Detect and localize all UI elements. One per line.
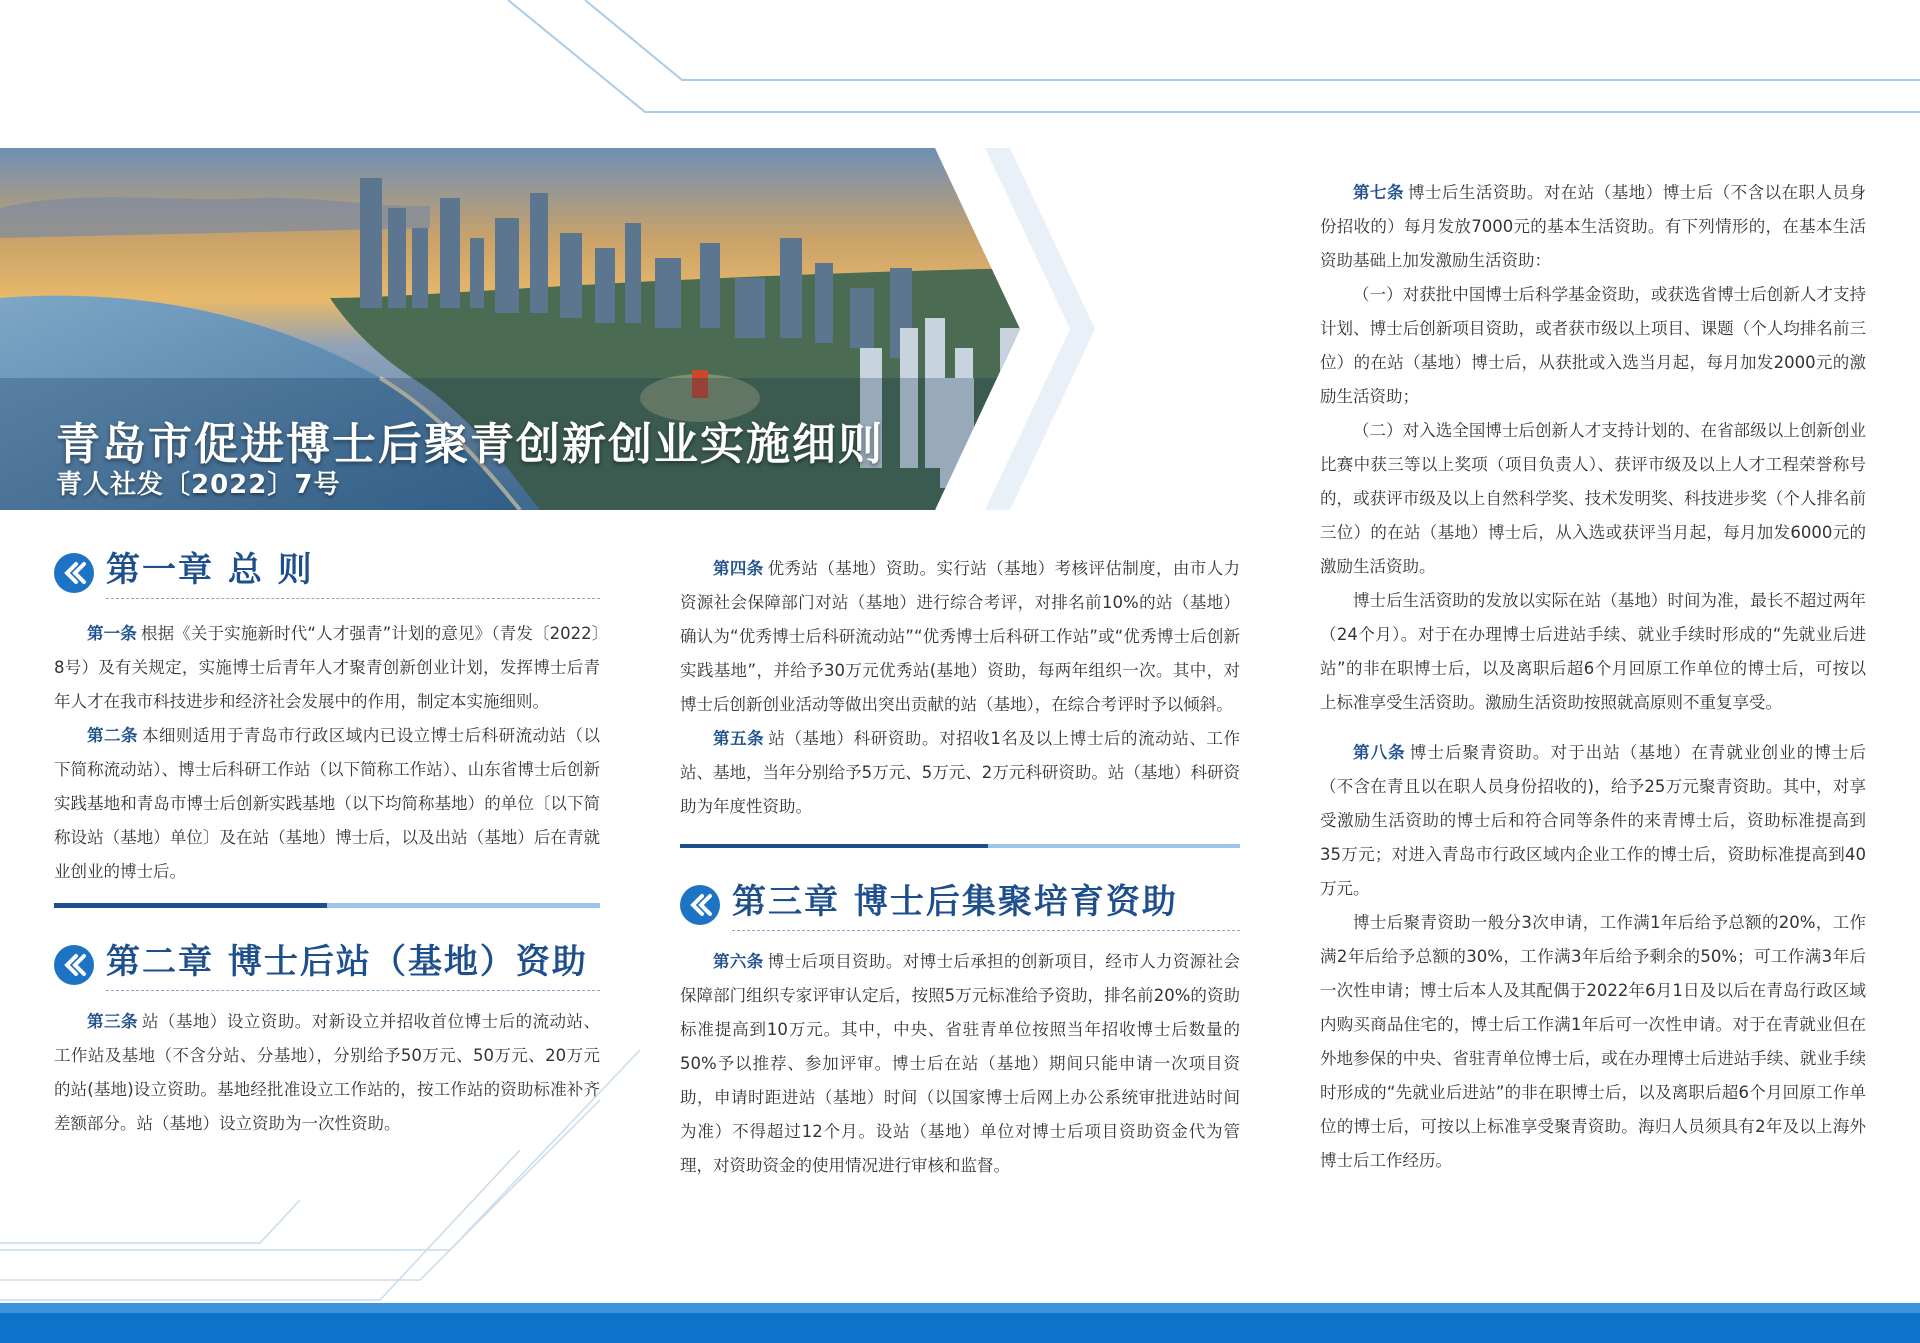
article-5: [680, 722, 1240, 824]
article-text: 站（基地）科研资助。对招收1名及以上博士后的流动站、工作站、基地，当年分别给予5万元、5万元、2万元科研资助。站（基地）科研资助为年度性资助。: [680, 729, 1240, 816]
footer-bar: [0, 1313, 1920, 1343]
article-7-item-1: （一）对获批中国博士后科学基金资助，或获选省博士后创新人才支持计划、博士后创新项目资助，或者获市级以上项目、课题（个人均排名前三位）的在站（基地）博士后，从获批或入选当月起，每月加发2000元的激励生活资助；: [1320, 285, 1866, 406]
article-2: [54, 719, 600, 889]
article-text: 根据《关于实施新时代“人才强青”计划的意见》（青发〔2022〕8号）及有关规定，实施博士后青年人才聚青创新创业计划，发挥博士后青年人才在我市科技进步和经济社会发展中的作用，制定本实施细则。: [54, 624, 601, 711]
column-middle: [680, 552, 1240, 1183]
chapter-title: 第二章 博士后站（基地）资助: [106, 938, 600, 991]
chapter-title: 第三章 博士后集聚培育资助: [732, 878, 1240, 931]
article-1: [54, 617, 600, 719]
article-label: 第七条: [1353, 183, 1404, 202]
article-label: 第一条: [87, 624, 137, 643]
article-label: 第三条: [87, 1012, 138, 1031]
article-label: 第八条: [1353, 743, 1406, 762]
article-7: [1320, 176, 1866, 278]
chapter-heading-2: [54, 938, 600, 991]
article-4: [680, 552, 1240, 722]
article-text: 优秀站（基地）资助。实行站（基地）考核评估制度，由市人力资源社会保障部门对站（基地）进行综合考评，对排名前10%的站（基地）确认为“优秀博士后科研流动站”“优秀博士后科研工作站”或“优秀博士后创新实践基地”，并给予30万元优秀站(基地）资助，每两年组织一次。其中，对博士后创新创业活动等做出突出贡献的站（基地），在综合考评时予以倾斜。: [680, 559, 1241, 714]
chapter-title: 第一章 总 则: [106, 546, 600, 599]
article-8: [1320, 736, 1866, 906]
chapter-heading-1: [54, 546, 600, 599]
document-number: 青人社发〔2022〕7号: [56, 470, 341, 500]
document-title: 青岛市促进博士后聚青创新创业实施细则: [56, 419, 884, 470]
article-8-note: 博士后聚青资助一般分3次申请，工作满1年后给予总额的20%，工作满2年后给予总额的30%，工作满3年后给予剩余的50%；可工作满3年后一次性申请；博士后本人及其配偶于2022年6月1日及以后在青岛行政区域内购买商品住宅的，博士后工作满1年后可一次性申请。对于在青就业但在外地参保的中央、省驻青单位博士后，或在办理博士后进站手续、就业手续时形成的“先就业后进站”的非在职博士后，以及离职后超6个月回原工作单位的博士后，可按以上标准享受聚青资助。海归人员须具有2年及以上海外博士后工作经历。: [1320, 913, 1866, 1170]
article-text: 博士后生活资助。对在站（基地）博士后（不含以在职人员身份招收的）每月发放7000元的基本生活资助。有下列情形的，在基本生活资助基础上加发激励生活资助：: [1320, 183, 1867, 270]
article-7-item-2: （二）对入选全国博士后创新人才支持计划的、在省部级以上创新创业比赛中获三等以上奖项（项目负责人）、获评市级及以上人才工程荣誉称号的，或获评市级及以上自然科学奖、技术发明奖、科技进步奖（个人排名前三位）的在站（基地）博士后，从入选或获评当月起，每月加发6000元的激励生活资助。: [1320, 421, 1866, 576]
column-left: [54, 546, 600, 1141]
double-chevron-left-icon: [680, 885, 720, 925]
article-label: 第六条: [713, 952, 764, 971]
article-label: 第四条: [713, 559, 764, 578]
article-7-note: 博士后生活资助的发放以实际在站（基地）时间为准，最长不超过两年（24个月）。对于在办理博士后进站手续、就业手续时形成的“先就业后进站”的非在职博士后，以及离职后超6个月回原工作单位的博士后，可按以上标准享受生活资助。激励生活资助按照就高原则不重复享受。: [1320, 591, 1866, 712]
chapter-heading-3: [680, 878, 1240, 931]
column-right: [1320, 176, 1866, 1178]
article-label: 第五条: [713, 729, 765, 748]
article-6: [680, 945, 1240, 1183]
footer-bar-light: [0, 1303, 1920, 1313]
article-text: 博士后项目资助。对博士后承担的创新项目，经市人力资源社会保障部门组织专家评审认定后，按照5万元标准给予资助，排名前20%的资助标准提高到10万元。其中，中央、省驻青单位按照当年招收博士后数量的50%予以推荐、参加评审。博士后在站（基地）期间只能申请一次项目资助，申请时距进站（基地）时间（以国家博士后网上办公系统审批进站时间为准）不得超过12个月。设站（基地）单位对博士后项目资助资金代为管理，对资助资金的使用情况进行审核和监督。: [680, 952, 1241, 1175]
article-label: 第二条: [87, 726, 138, 745]
article-text: 站（基地）设立资助。对新设立并招收首位博士后的流动站、工作站及基地（不含分站、分基地），分别给予50万元、50万元、20万元的站(基地)设立资助。基地经批准设立工作站的，按工作站的资助标准补齐差额部分。站（基地）设立资助为一次性资助。: [54, 1012, 601, 1133]
article-text: 博士后聚青资助。对于出站（基地）在青就业创业的博士后（不含在青且以在职人员身份招收的)，给予25万元聚青资助。其中，对享受激励生活资助的博士后和符合同等条件的来青博士后，资助标准提高到35万元；对进入青岛市行政区域内企业工作的博士后，资助标准提高到40万元。: [1320, 743, 1867, 898]
article-text: 本细则适用于青岛市行政区域内已设立博士后科研流动站（以下简称流动站）、博士后科研工作站（以下简称工作站）、山东省博士后创新实践基地和青岛市博士后创新实践基地（以下均简称基地）的单位〔以下简称设站（基地）单位〕及在站（基地）博士后，以及出站（基地）后在青就业创业的博士后。: [54, 726, 601, 881]
double-chevron-left-icon: [54, 945, 94, 985]
double-chevron-left-icon: [54, 553, 94, 593]
article-3: [54, 1005, 600, 1141]
